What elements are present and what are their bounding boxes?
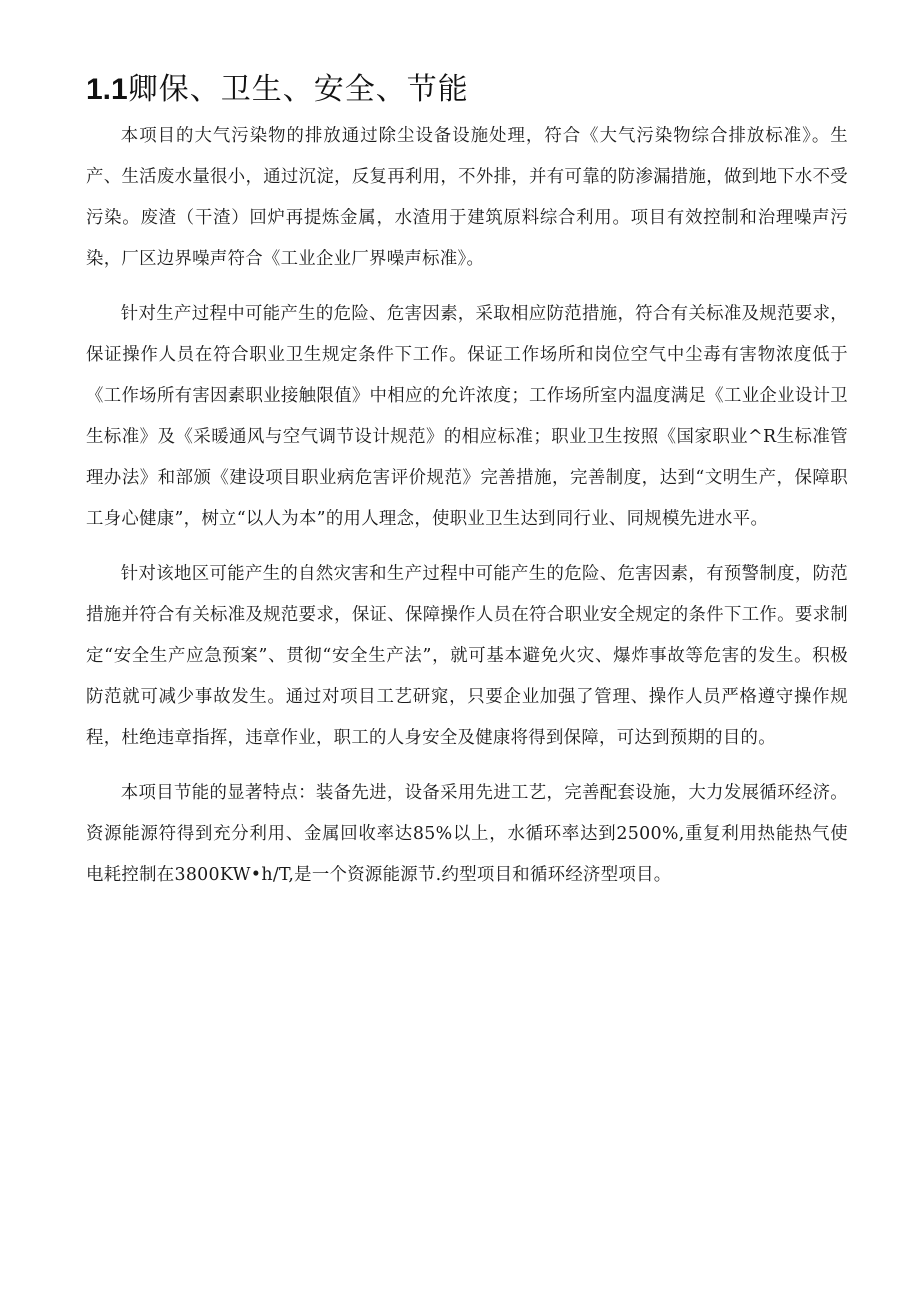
paragraph-energy: 本项目节能的显著特点：装备先进，设备采用先进工艺，完善配套设施，大力发展循环经济。资源能源符得到充分利用、金属回收率达85%以上，水循环率达到2500%,重复利用热能热气使电耗控制在3800KW•h/T,是一个资源能源节.约型项目和循环经济型项目。 bbox=[86, 783, 848, 885]
section-number: 1.1 bbox=[86, 73, 128, 106]
paragraph-health: 针对生产过程中可能产生的危险、危害因素，采取相应防范措施，符合有关标准及规范要求，保证操作人员在符合职业卫生规定条件下工作。保证工作场所和岗位空气中尘毒有害物浓度低于《工作场所有害因素职业接触限值》中相应的允许浓度；工作场所室内温度满足《工业企业设计卫生标准》及《采暖通风与空气调节设计规范》的相应标准；职业卫生按照《国家职业^R生标准管理办法》和部颁《建设项目职业病危害评价规范》完善措施，完善制度，达到“文明生产，保障职工身心健康”，树立“以人为本”的用人理念，使职业卫生达到同行业、同规模先进水平。 bbox=[86, 304, 848, 529]
document-body bbox=[86, 116, 848, 910]
section-title: 卿保、卫生、安全、节能 bbox=[127, 72, 469, 107]
section-heading bbox=[86, 68, 469, 112]
paragraph-safety: 针对该地区可能产生的自然灾害和生产过程中可能产生的危险、危害因素，有预警制度，防范措施并符合有关标准及规范要求，保证、保障操作人员在符合职业安全规定的条件下工作。要求制定“安全生产应急预案”、贯彻“安全生产法”，就可基本避免火灾、爆炸事故等危害的发生。积极防范就可减少事故发生。通过对项目工艺研窕，只要企业加强了管理、操作人员严格遵守操作规程，杜绝违章指挥，违章作业，职工的人身安全及健康将得到保障，可达到预期的目的。 bbox=[86, 564, 848, 748]
paragraph-environment: 本项目的大气污染物的排放通过除尘设备设施处理，符合《大气污染物综合排放标准》。生产、生活废水量很小，通过沉淀，反复再利用，不外排，并有可靠的防渗漏措施，做到地下水不受污染。废渣（干渣）回炉再提炼金属，水渣用于建筑原料综合利用。项目有效控制和治理噪声污染，厂区边界噪声符合《工业企业厂界噪声标准》。 bbox=[86, 126, 848, 269]
